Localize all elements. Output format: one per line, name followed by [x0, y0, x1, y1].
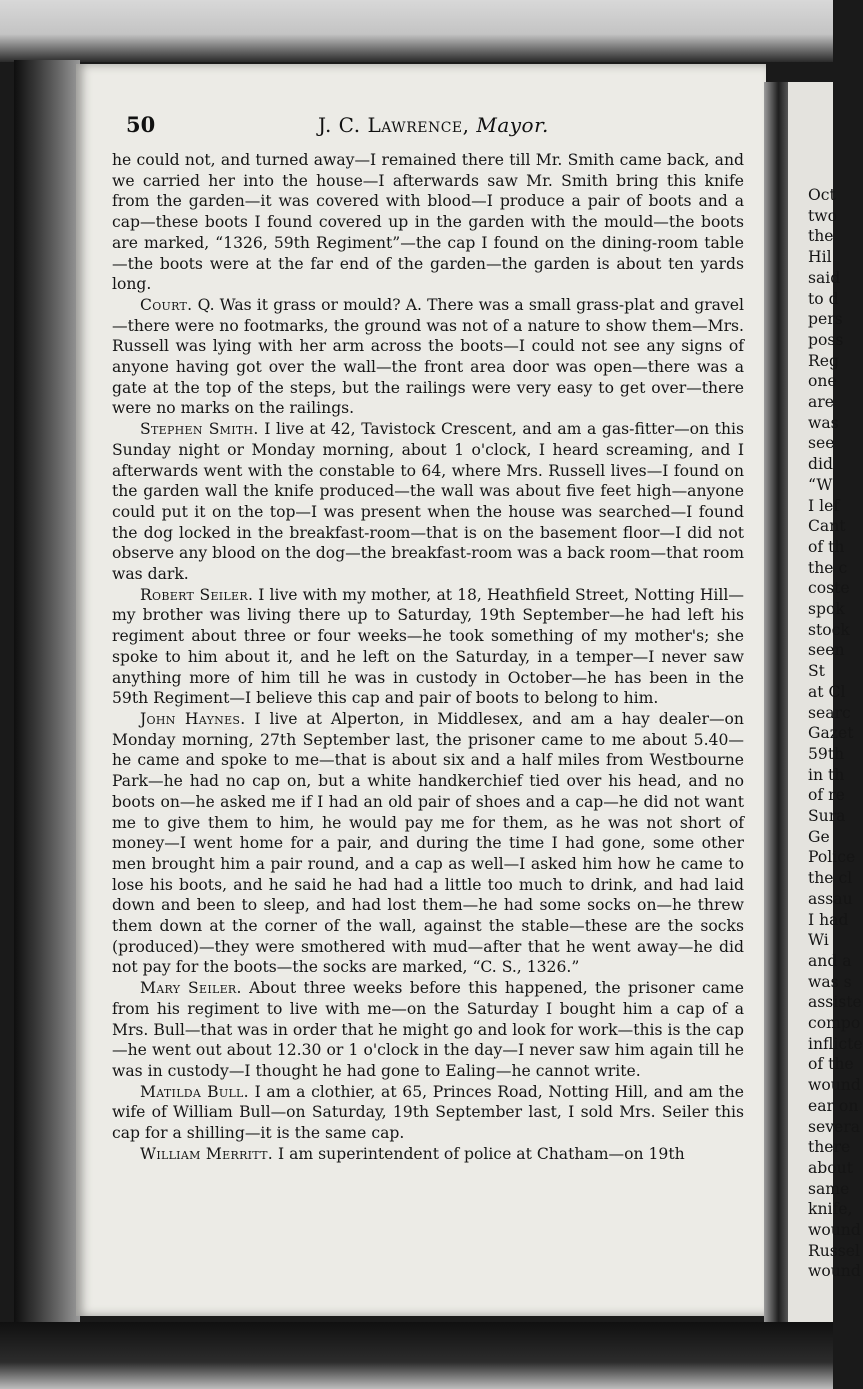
- paragraph: [112, 585, 744, 709]
- right-page-fragment: about: [808, 1158, 853, 1177]
- running-head-name: J. C. Lawrence,: [318, 113, 470, 137]
- paragraph-text: About three weeks before this happened, the prisoner came from his regiment to live with me—on the Saturday I bought him a cap of a Mrs. Bull—that was in order that he might go and look for work—this is the cap—he went out about 12.30 or 1 o'clock in the day—I never saw him again till he was in custody—I thought he had gone to Ealing—he cannot write.: [112, 979, 744, 1080]
- running-head: [318, 113, 549, 137]
- paragraph: [112, 1144, 744, 1165]
- right-page-fragment: the c: [808, 558, 848, 577]
- right-page-fragment: Sura: [808, 807, 846, 825]
- right-page-fragment: Cant: [808, 517, 846, 536]
- page-header: [126, 112, 746, 146]
- right-page-fragment: of re: [808, 786, 845, 805]
- paragraph: [112, 150, 744, 295]
- right-page-fragment: one: [808, 372, 837, 391]
- right-page-fragment: spok: [808, 600, 845, 618]
- speaker-name: Robert Seiler.: [140, 585, 254, 604]
- paragraph-text: I am superintendent of police at Chatham—on 19th: [278, 1144, 685, 1163]
- right-page-edge: [788, 82, 863, 1322]
- speaker-name: Stephen Smith.: [140, 420, 259, 439]
- paragraph: [112, 978, 744, 1082]
- right-page-fragment: assiste: [808, 993, 862, 1012]
- paragraph-text: I live at Alperton, in Middlesex, and am a hay dealer—on Monday morning, 27th September last, the prisoner came to me about 5.40—he came and spoke to me—that is about six and a half miles from Westbourne Park—he had no cap on, but a white handkerchief tied over his head, and no boots on—he asked me if I had an old pair of shoes and a cap—he did not want me to give them to him, he would pay me for them, as he was not short of money—I went home for a pair, and during the time I had gone, some other men brought him a pair round, and a cap as well—I asked him how he came to lose his boots, and he said he had had a little too much to drink, and had laid down and been to sleep, and had lost them—he had some socks on—he threw them down at the corner of the wall, against the stable—these are the socks (produced)—they were smothered with mud—after that he went away—he did not pay for the boots—the socks are marked, “C. S., 1326.”: [112, 709, 744, 977]
- testimony-text: [112, 150, 744, 1164]
- right-page-fragment: Hil: [808, 248, 832, 267]
- right-page-fragment: searc: [808, 703, 851, 722]
- page-number: 50: [126, 112, 156, 137]
- paragraph-text: he could not, and turned away—I remained there till Mr. Smith came back, and we carried her into the house—I afterwards saw Mr. Smith bring this knife from the garden—it was covered with blood—I produce a pair of boots and a cap—these boots I found covered up in the garden with the mould—the boots are marked, “1326, 59th Regiment”—the cap I found on the dining-room table—the boots were at the far end of the garden—the garden is about ten yards long.: [112, 151, 744, 294]
- right-page-fragment: of the: [808, 1055, 854, 1074]
- right-page-fragment: wound: [808, 1221, 861, 1239]
- right-page-fragment: assau: [808, 889, 853, 908]
- right-page-fragment: severa: [808, 1117, 861, 1136]
- right-page-fragment: pers: [808, 310, 843, 329]
- right-page-fragment: the cl: [808, 869, 853, 888]
- right-page-fragment: St: [808, 662, 825, 681]
- right-page-fragment: was: [808, 413, 839, 432]
- right-page-fragment: coste: [808, 579, 850, 598]
- running-head-title: Mayor.: [476, 113, 549, 137]
- speaker-name: Matilda Bull.: [140, 1082, 249, 1101]
- right-page-fragment: said: [808, 268, 841, 287]
- scan-top-edge: [0, 0, 833, 62]
- right-page-fragment: Russel: [808, 1241, 861, 1260]
- right-page-fragment: Police: [808, 848, 856, 867]
- paragraph-text: I live at 42, Tavistock Crescent, and am a gas-fitter—on this Sunday night or Monday morning, about 1 o'clock, I heard screaming, and I afterwards went with the constable to 64, where Mrs. Russell lives—I found on the garden wall the knife produced—the wall was about five feet high—anyone could put it on the top—I was present when the house was searched—I found the dog locked in the breakfast-room—that is on the basement floor—I did not observe any blood on the dog—the breakfast-room was a back room—that room was dark.: [112, 420, 744, 584]
- right-page-fragment: there: [808, 1138, 851, 1157]
- paragraph: [112, 1082, 744, 1144]
- book-spine: [14, 60, 80, 1322]
- right-page-fragment: Oct: [808, 186, 836, 204]
- paragraph-text: I am a clothier, at 65, Princes Road, Notting Hill, and am the wife of William Bull—on Saturday, 19th September last, I sold Mrs. Seiler this cap for a shilling—it is the same cap.: [112, 1082, 744, 1143]
- right-page-fragment: at Cl: [808, 682, 846, 701]
- right-page-fragment: the: [808, 227, 834, 246]
- right-page-fragment: compo: [808, 1014, 861, 1032]
- right-page-fragment: two: [808, 206, 838, 225]
- right-page-fragment: wound: [808, 1076, 861, 1095]
- right-page-fragment: wound: [808, 1262, 861, 1281]
- speaker-name: William Merritt.: [140, 1144, 274, 1163]
- paragraph-text: Q. Was it grass or mould? A. There was a small grass-plat and gravel—there were no footmarks, the ground was not of a nature to show them—Mrs. Russell was lying with her arm across the boots—I could not see any signs of anyone having got over the wall—the front area door was open—there was a gate at the top of the steps, but the railings were very easy to get over—there were no marks on the railings.: [112, 295, 744, 418]
- right-page-fragment: Reg: [808, 351, 839, 370]
- right-page-fragment: and a: [808, 951, 852, 970]
- right-page-fragment: in th: [808, 765, 845, 784]
- right-page-fragment: seen: [808, 641, 845, 660]
- right-page-fragment: see: [808, 434, 835, 453]
- right-page-fragment: stock: [808, 620, 850, 639]
- right-page-fragment: same: [808, 1179, 850, 1198]
- paragraph: [112, 709, 744, 978]
- speaker-name: Mary Seiler.: [140, 979, 242, 998]
- speaker-name: Court.: [140, 295, 193, 314]
- paragraph: [112, 295, 744, 419]
- right-page-fragment: poss: [808, 330, 844, 349]
- right-page-fragment: inflicte: [808, 1034, 863, 1053]
- paragraph-text: I live with my mother, at 18, Heathfield Street, Notting Hill—my brother was living there up to Saturday, 19th September—he had left his regiment about three or four weeks—he took something of my mother's; she spoke to him about it, and he left on the Saturday, in a temper—I never saw anything more of him till he was in custody in October—he has been in the 59th Regiment—I believe this cap and pair of boots to belong to him.: [112, 585, 744, 708]
- book-gutter: [764, 82, 788, 1322]
- right-page-fragment: Ge: [808, 827, 830, 846]
- right-page-fragment: did: [808, 455, 833, 474]
- right-page-fragment: was s: [808, 972, 852, 991]
- right-page-fragment: “W: [808, 475, 833, 494]
- right-page-fragment: of th: [808, 537, 845, 556]
- right-page-fragment: ear on: [808, 1096, 859, 1115]
- right-page-fragment: 59th: [808, 744, 845, 763]
- right-page-fragment: I lef: [808, 496, 840, 515]
- right-page-fragment: I had: [808, 910, 849, 929]
- speaker-name: John Haynes.: [140, 709, 246, 728]
- right-page-fragment: Gazet: [808, 724, 854, 743]
- right-page-fragment: knife,: [808, 1200, 853, 1219]
- scan-bottom-edge: [0, 1322, 833, 1389]
- right-page-fragment: are: [808, 393, 834, 411]
- right-page-fragment: to d: [808, 289, 839, 308]
- right-page-fragment: Wi: [808, 931, 829, 950]
- paragraph: [112, 419, 744, 585]
